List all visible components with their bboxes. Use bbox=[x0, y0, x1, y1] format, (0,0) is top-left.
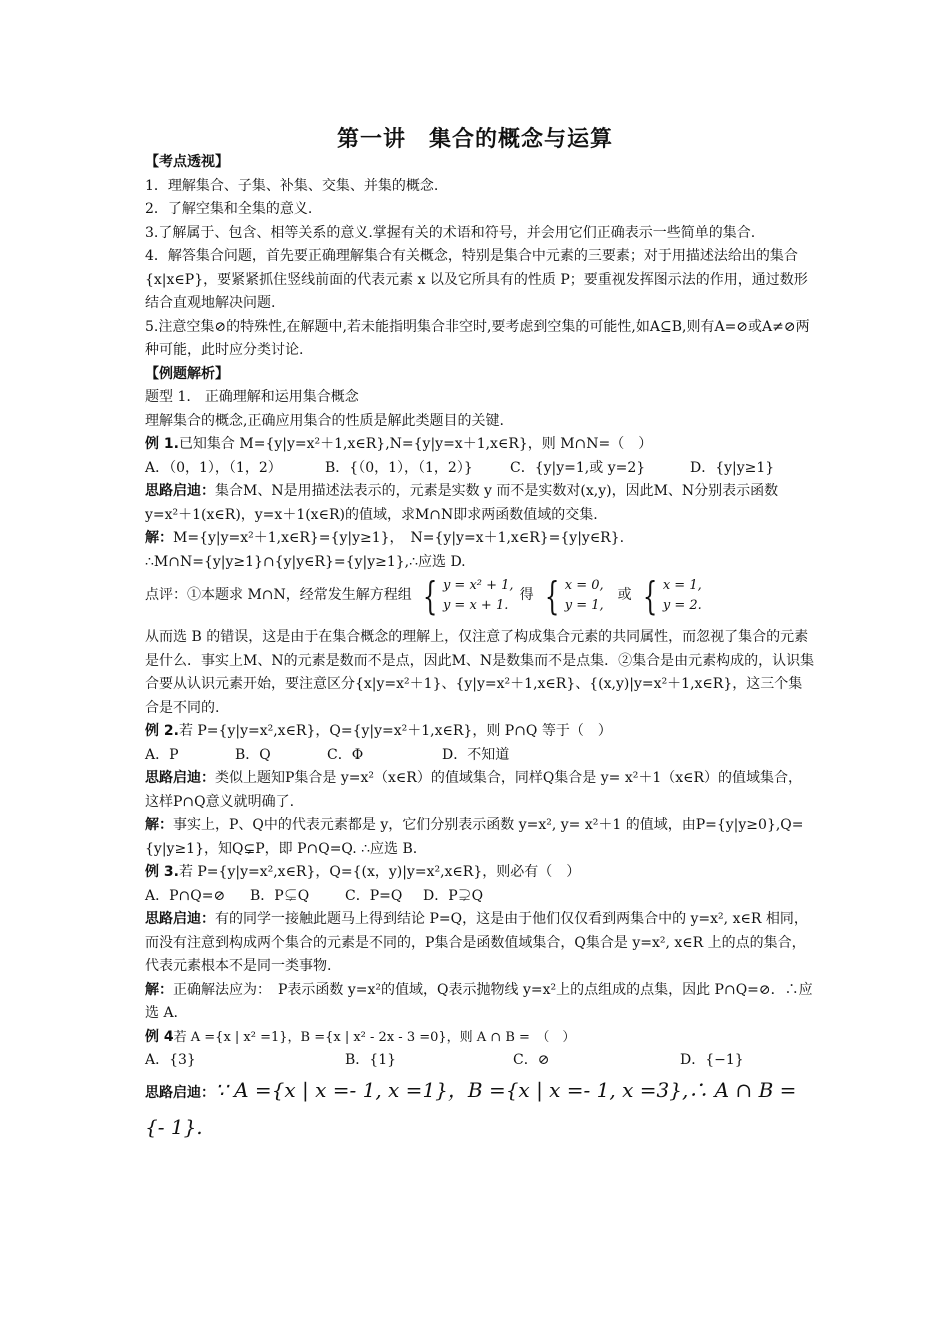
question-type-1: 题型 1. 正确理解和运用集合概念 bbox=[145, 389, 359, 405]
example-4-hint: 思路启迪：∵ A ={x | x =- 1, x =1}，B ={x | x =- 1, x =3},∴ A ∩ B ={- 1}. bbox=[145, 1077, 797, 1139]
example-1-option-b: B．{（0，1），（1，2）} bbox=[325, 459, 473, 476]
example-3-option-d: D．P⊋Q bbox=[423, 887, 484, 904]
example-2-options bbox=[145, 744, 815, 768]
example-2-solution: 解：事实上，P、Q中的代表元素都是 y，它们分别表示函数 y=x², y= x²＋1 的值域，由P={y|y≥0},Q={y|y≥1}，知Q⊊P，即 P∩Q=Q. ∴应选 B. bbox=[145, 817, 804, 857]
key-point-1: 1．理解集合、子集、补集、交集、并集的概念. bbox=[145, 177, 439, 194]
example-2-question: 例 2.若 P={y|y=x²,x∈R}，Q={y|y=x²＋1,x∈R}，则 P∩Q 等于（ ） bbox=[145, 723, 612, 739]
example-2-option-b: B．Q bbox=[235, 746, 271, 763]
example-4-option-d: D．{−1} bbox=[680, 1052, 744, 1068]
question-type-intro: 理解集合的概念,正确应用集合的性质是解此类题目的关键. bbox=[145, 412, 504, 429]
example-1-comment: 从而选 B 的错误，这是由于在集合概念的理解上，仅注意了构成集合元素的共同属性，而忽视了集合的元素是什么．事实上M、N的元素是数而不是点，因此M、N是数集而不是点集．②集合是由元素构成的，认识集合要从认识元素开始，要注意区分{x|y=x²＋1}、{y|y=x²＋1,x∈R}、{(x,y)|y=x²＋1,x∈R}，这三个集合是不同的. bbox=[145, 629, 815, 716]
key-point-5: 5.注意空集⊘的特殊性,在解题中,若未能指明集合非空时,要考虑到空集的可能性,如A⊆B,则有A=⊘或A≠⊘两种可能，此时应分类讨论. bbox=[145, 318, 810, 358]
example-1-question: 例 1.已知集合 M={y|y=x²＋1,x∈R},N={y|y=x＋1,x∈R}，则 M∩N=（ ） bbox=[145, 436, 653, 452]
example-4-options bbox=[145, 1049, 815, 1073]
equation-system-3: { x = 1, y = 2. bbox=[642, 574, 702, 618]
example-3-label: 例 3. bbox=[145, 864, 179, 880]
equation-system-2: { x = 0, y = 1, bbox=[544, 574, 604, 618]
example-2-label: 例 2. bbox=[145, 723, 179, 739]
example-1-solution-line-2: ∴M∩N={y|y≥1}∩{y|y∈R}={y|y≥1},∴应选 D. bbox=[145, 553, 466, 570]
example-3-solution: 解：正确解法应为： P表示函数 y=x²的值域，Q表示抛物线 y=x²上的点组成的点集，因此 P∩Q=⊘．∴应选 A. bbox=[145, 981, 813, 1021]
example-4-option-c: C．⊘ bbox=[513, 1052, 550, 1068]
example-4-option-a: A．{3} bbox=[145, 1052, 196, 1068]
section-heading-key-points: 【考点透视】 bbox=[145, 154, 229, 170]
example-3-option-c: C．P=Q bbox=[345, 887, 403, 904]
example-1-options bbox=[145, 457, 815, 481]
example-3-option-b: B．P⊊Q bbox=[250, 887, 310, 904]
example-1-hint: 思路启迪：集合M、N是用描述法表示的，元素是实数 y 而不是实数对(x,y)，因此M、N分别表示函数 y=x²＋1(x∈R)，y=x＋1(x∈R)的值域，求M∩N即求两函数值域的交集. bbox=[145, 483, 779, 523]
example-3-hint: 思路启迪：有的同学一接触此题马上得到结论 P=Q，这是由于他们仅仅看到两集合中的 y=x², x∈R 相同，而没有注意到构成两个集合的元素是不同的，P集合是函数值域集合，Q集合是 y=x², x∈R 上的点的集合，代表元素根本不是同一类事物. bbox=[145, 911, 808, 974]
example-2-option-d: D．不知道 bbox=[442, 746, 510, 763]
page-title: 第一讲 集合的概念与运算 bbox=[336, 127, 613, 152]
example-4-label: 例 4 bbox=[145, 1028, 174, 1045]
example-3-options bbox=[145, 885, 815, 909]
example-2-option-c: C．Φ bbox=[327, 746, 364, 763]
key-point-3: 3.了解属于、包含、相等关系的意义.掌握有关的术语和符号，并会用它们正确表示一些简单的集合. bbox=[145, 224, 756, 241]
key-point-4: 4．解答集合问题，首先要正确理解集合有关概念，特别是集合中元素的三要素；对于用描述法给出的集合{x|x∈P}，要紧紧抓住竖线前面的代表元素 x 以及它所具有的性质 P；要重视发挥图示法的作用，通过数形结合直观地解决问题. bbox=[145, 248, 808, 311]
example-1-option-d: D．{y|y≥1} bbox=[690, 459, 775, 476]
example-1-solution-line-1: 解：M={y|y=x²＋1,x∈R}={y|y≥1}， N={y|y=x＋1,x∈R}={y|y∈R}. bbox=[145, 530, 625, 546]
example-1-option-a: A．（0，1），（1，2） bbox=[145, 459, 282, 476]
document-body bbox=[145, 151, 815, 1144]
example-1-comment-equations: 点评：①本题求 M∩N，经常发生解方程组 { y = x² + 1, y = x + 1. 得 { x = 0, y = 1, 或 { x = 1, y = 2. bbox=[145, 574, 702, 618]
example-3-option-a: A．P∩Q=⊘ bbox=[145, 887, 226, 904]
key-point-2: 2．了解空集和全集的意义. bbox=[145, 201, 313, 217]
example-2-option-a: A．P bbox=[145, 746, 179, 763]
section-heading-examples: 【例题解析】 bbox=[145, 365, 229, 382]
example-2-hint: 思路启迪：类似上题知P集合是 y=x²（x∈R）的值域集合，同样Q集合是 y= x²＋1（x∈R）的值域集合，这样P∩Q意义就明确了. bbox=[145, 770, 803, 810]
example-1-option-c: C．{y|y=1,或 y=2} bbox=[510, 459, 646, 476]
example-4-option-b: B．{1} bbox=[345, 1052, 397, 1068]
equation-system-1: { y = x² + 1, y = x + 1. bbox=[422, 574, 514, 618]
example-4-question: 例 4若 A ={x | x² =1}，B ={x | x² - 2x - 3 =0}，则 A ∩ B = （ ） bbox=[145, 1028, 576, 1045]
example-1-label: 例 1. bbox=[145, 436, 179, 452]
example-3-question: 例 3.若 P={y|y=x²,x∈R}，Q={(x，y)|y=x²,x∈R}，则必有（ ） bbox=[145, 864, 581, 880]
